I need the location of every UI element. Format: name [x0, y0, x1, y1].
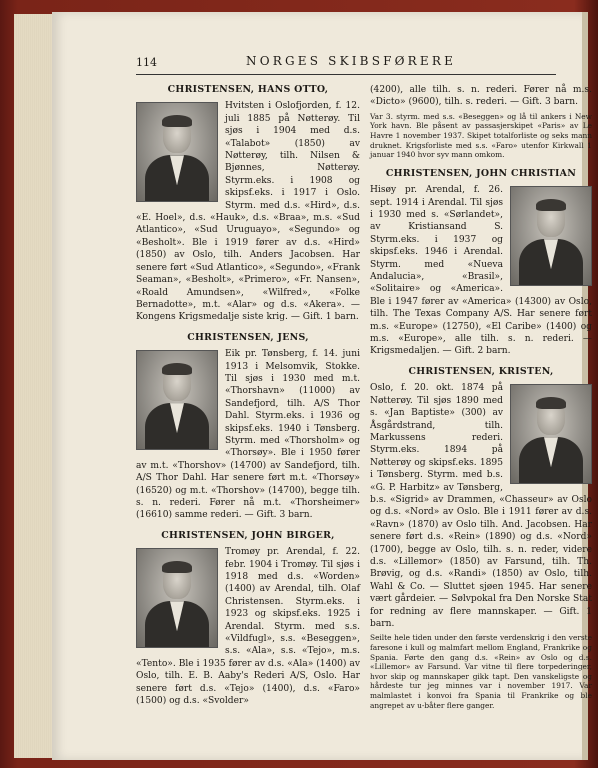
entry-kristen	[370, 382, 592, 630]
entry-text: Hvitsten i Oslofjorden, f. 12. juli 1885 på Nøtterøy. Til sjøs i 1904 med d.s. «Talabot» (1850) av Nøtterøy, tilh. Nilsen & Bjønnes, Nøtterøy. Styrm.eks. i 1908 og skipsf.eks. i 1917 i Oslo. Styrm. med d.s. «Hird», d.s. «E. Hoel», d.s. «Hauk», d.s. «Braa», m.s. «Sud Atlantico», «Sud Uruguayo», «Segundo» og «Besholt». Ble i 1919 fører av d.s. «Hird» (1850) av Oslo, tilh. Anders Jacobsen. Har senere ført «Sud Atlantico», «Segundo», «Frank Seaman», «Besholt», «Primero», «Fr. Nansen», «Roald Amundsen», «Wilfred», «Folke Bernadotte», m.t. «Alar» og d.s. «Akera». — Kongens Krigsmedalje siste krig. — Gift. 1 barn.	[136, 101, 360, 323]
entry-continuation: (4200), alle tilh. s. n. rederi. Fører nå m.s. «Dicto» (9600), tilh. s. rederi. — Gift. 3 barn.	[370, 85, 592, 108]
entry-john-birger	[136, 546, 360, 707]
page-header	[136, 50, 556, 75]
entry-heading: CHRISTENSEN, JOHN BIRGER,	[161, 529, 335, 541]
entry-heading: CHRISTENSEN, JENS,	[187, 331, 309, 343]
right-column	[370, 84, 592, 710]
left-column	[136, 84, 360, 708]
entry-text: Eik pr. Tønsberg, f. 14. juni 1913 i Melsomvik, Stokke. Til sjøs i 1930 med m.t. «Thorshavn» (11000) av Sandefjord, tilh. A/S Thor Dahl. Styrm.eks. i 1936 og skipsf.eks. 1940 i Tønsberg. Styrm. med «Thorsholm» og «Thorsøy». Ble i 1950 fører av m.t. «Thorshov» (14700) av Sandefjord, tilh. A/S Thor Dahl. Har senere ført m.t. «Thorsøy» (16520) og m.t. «Thorshov» (14700), begge tilh. s. n. rederi. Fører nå m.t. «Thorsheimer» (16610) samme rederi. — Gift. 3 barn.	[136, 349, 360, 521]
entry-heading: CHRISTENSEN, HANS OTTO,	[167, 84, 329, 95]
running-head: NORGES SKIBSFØRERE	[246, 54, 457, 68]
portrait-photo	[510, 186, 592, 286]
entry-heading: CHRISTENSEN, KRISTEN,	[408, 365, 554, 377]
entry-note: Seilte hele tiden under den første verdenskrig i den verste faresone i kull og malmfart mellom England, Frankrike og Spania. Førte den gang d.s. «Rein» av Oslo og d.s. «Lillemor» av Farsund. Var vitne til flere torpederinger, hvor skip og mannskaper gikk tapt. Den vanskeligste og hårdeste tur jeg minnes var i november 1917. Var malmlastet i konvoi fra Spania til Frankrike og ble angrepet av u-båter flere ganger.	[370, 633, 592, 710]
entry-john-christian	[370, 184, 592, 358]
entry-text: Tromøy pr. Arendal, f. 22. febr. 1904 i Tromøy. Til sjøs i 1918 med d.s. «Worden» (1400) av Arendal, tilh. Olaf Christensen. Styrm.eks. i 1923 og skipsf.eks. 1925 i Arendal. Styrm. med s.s. «Vildfugl», s.s. «Beseggen», s.s. «Ala», s.s. «Tejo», m.s. «Tento». Ble i 1935 fører av d.s. «Ala» (1400) av Oslo, tilh. E. B. Aaby's Rederi A/S, Oslo. Har senere ført d.s. «Tejo» (1400), d.s. «Faro» (1500) og d.s. «Svolder»	[136, 547, 360, 707]
entry-text: Hisøy pr. Arendal, f. 26. sept. 1914 i Arendal. Til sjøs i 1930 med s. «Sørlandet», av Kristiansand S. Styrm.eks. i 1937 og skipsf.eks. 1946 i Arendal. Styrm. med «Nueva Andalucia», «Brasil», «Solitaire» og «America». Ble i 1947 fører av «America» (14300) av Oslo, tilh. The Texas Company A/S. Har senere ført m.s. «Europe» (12750), «El Caribe» (1400) og m.s. «Europe», alle tilh. s. n. rederi. — Krigsmedaljen. — Gift. 2 barn.	[370, 185, 592, 357]
entry-hans-otto	[136, 100, 360, 323]
page-number: 114	[136, 56, 157, 69]
portrait-photo	[136, 548, 218, 648]
entry-jens	[136, 348, 360, 522]
portrait-photo	[510, 384, 592, 484]
entry-heading: CHRISTENSEN, JOHN CHRISTIAN	[385, 167, 577, 179]
page-content	[86, 0, 592, 768]
portrait-photo	[136, 350, 218, 450]
entry-text: Oslo, f. 20. okt. 1874 på Nøtterøy. Til sjøs 1890 med s. «Jan Baptiste» (300) av Åsgårdstrand, tilh. Markussens rederi. Styrm.eks. 1894 på Nøtterøy og skipsf.eks. 1895 i Tønsberg. Styrm. med b.s. «G. P. Harbitz» av Tønsberg, b.s. «Sigrid» av Drammen, «Chasseur» av Oslo og d.s. «Nord» av Oslo. Ble i 1911 fører av d.s. «Ravn» (1870) av Oslo tilh. And. Jacobsen. Har senere ført d.s. «Rein» (1890) og d.s. «Nord» (1700), begge av Oslo, tilh. s. n. reder, videre d.s. «Lillemor» (1850) av Farsund, tilh. Th. Brøvig, og d.s. «Randi» (1850) av Oslo, tilh. Wahl & Co. — Sluttet sjøen 1945. Har senere vært gårdeier. — Sølvpokal fra Den Norske Stat for redning av flere mannskaper. — Gift. 1 barn.	[370, 383, 592, 629]
portrait-photo	[136, 102, 218, 202]
entry-note: Var 3. styrm. med s.s. «Beseggen» og lå til ankers i New York havn. Ble påsent av passasjerskipet «Paris» av Le Havre 1 november 1937. Skipet totalforliste og seks mann druknet. Krigsforliste med s.s. «Faro» utenfor Kirkwall 1 januar 1940 hvor syv mann omkom.	[370, 111, 592, 160]
